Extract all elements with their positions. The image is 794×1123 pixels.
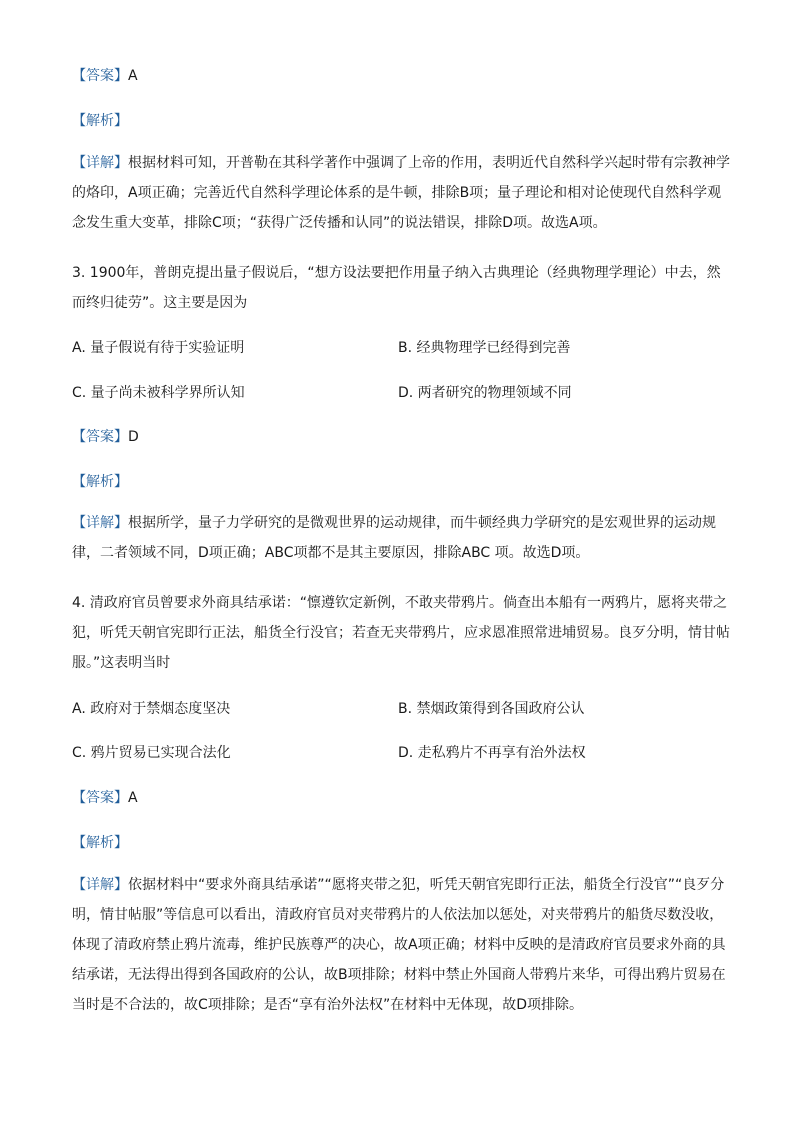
detail-text: 根据所学，量子力学研究的是微观世界的运动规律，而牛顿经典力学研究的是宏观世界的运动规律，二者领域不同，D项正确；ABC项都不是其主要原因，排除ABC 项。故选D项。 — [72, 515, 716, 561]
q4-option-d: D. 走私鸦片不再享有治外法权 — [398, 745, 586, 761]
q3-option-c: C. 量子尚未被科学界所认知 — [72, 385, 245, 401]
analysis-label: 【解析】 — [72, 474, 128, 490]
analysis-label: 【解析】 — [72, 835, 128, 851]
analysis-label: 【解析】 — [72, 113, 128, 129]
detail-text: 根据材料可知，开普勒在其科学著作中强调了上帝的作用，表明近代自然科学兴起时带有宗教神学的烙印，A项正确；完善近代自然科学理论体系的是牛顿，排除B项；量子理论和相对论使现代自然科学观念发生重大变革，排除C项；“获得广泛传播和认同”的说法错误，排除D项。故选A项。 — [72, 155, 730, 231]
q4-option-a: A. 政府对于禁烟态度坚决 — [72, 701, 231, 717]
detail-label: 【详解】 — [72, 155, 128, 171]
q3-option-a: A. 量子假说有待于实验证明 — [72, 340, 245, 356]
answer-value: A — [128, 790, 138, 806]
answer-value: D — [128, 429, 139, 445]
q3-stem — [72, 258, 732, 318]
answer-value: A — [128, 68, 138, 84]
q4-option-c: C. 鸦片贸易已实现合法化 — [72, 745, 231, 761]
question-stem-text: 4. 清政府官员曾要求外商具结承诺：“懔遵钦定新例，不敢夹带鸦片。倘查出本船有一两鸦片，愿将夹带之犯，听凭天朝官宪即行正法，船货全行没官；若查无夹带鸦片，应求恩准照常进埔贸易。良歹分明，情甘帖服。”这表明当时 — [72, 595, 730, 671]
q2-detail-paragraph — [72, 148, 732, 238]
q4-analysis-line — [72, 833, 732, 853]
q4-detail-paragraph — [72, 870, 732, 1020]
answer-label: 【答案】 — [72, 790, 128, 806]
detail-label: 【详解】 — [72, 877, 128, 893]
q2-answer-line — [72, 66, 732, 86]
q3-detail-paragraph — [72, 508, 732, 568]
question-stem-text: 3. 1900年，普朗克提出量子假说后，“想方设法要把作用量子纳入古典理论（经典物理学理论）中去，然而终归徒劳”。这主要是因为 — [72, 265, 721, 311]
answer-label: 【答案】 — [72, 68, 128, 84]
answer-label: 【答案】 — [72, 429, 128, 445]
q3-option-d: D. 两者研究的物理领域不同 — [398, 385, 572, 401]
q3-answer-line — [72, 427, 732, 447]
detail-text: 依据材料中“要求外商具结承诺”“愿将夹带之犯，听凭天朝官宪即行正法，船货全行没官”“良歹分明，情甘帖服”等信息可以看出，清政府官员对夹带鸦片的人依法加以惩处，对夹带鸦片的船货尽数没收，体现了清政府禁止鸦片流毒，维护民族尊严的决心，故A项正确；材料中反映的是清政府官员要求外商的具结承诺，无法得出得到各国政府的公认，故B项排除；材料中禁止外国商人带鸦片来华，可得出鸦片贸易在当时是不合法的，故C项排除；是否“享有治外法权”在材料中无体现，故D项排除。 — [72, 877, 726, 1013]
q4-stem — [72, 588, 732, 678]
q3-analysis-line — [72, 472, 732, 492]
q4-option-b: B. 禁烟政策得到各国政府公认 — [398, 701, 585, 717]
detail-label: 【详解】 — [72, 515, 128, 531]
q2-analysis-line — [72, 111, 732, 131]
q3-option-b: B. 经典物理学已经得到完善 — [398, 340, 571, 356]
q4-answer-line — [72, 788, 732, 808]
